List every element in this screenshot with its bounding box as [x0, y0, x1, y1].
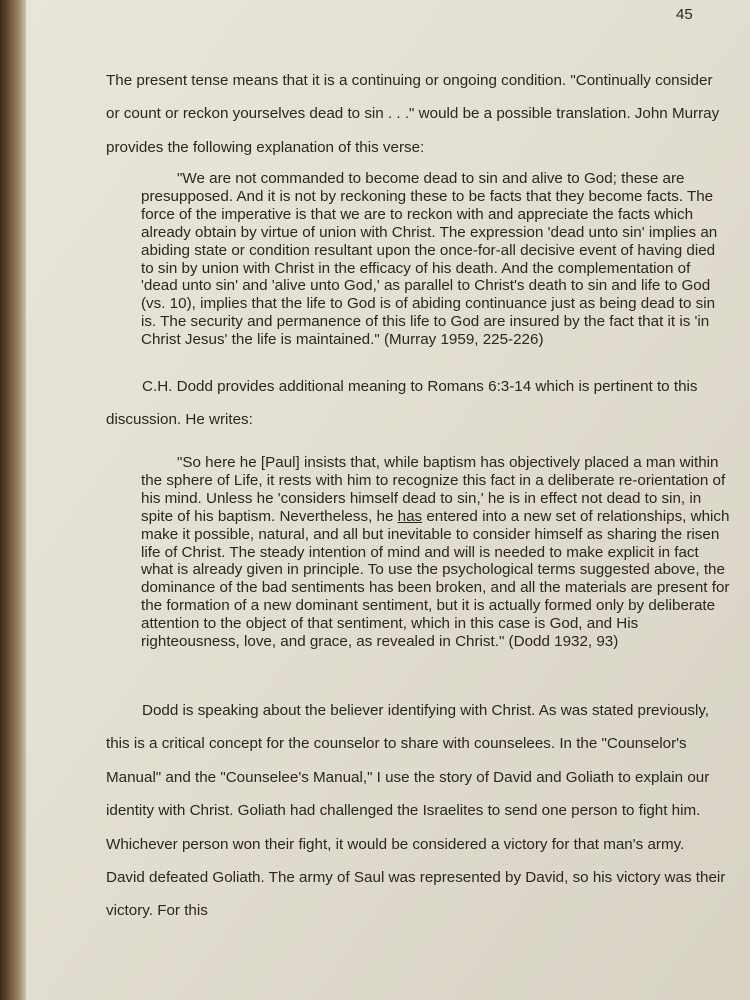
book-binding-edge — [0, 0, 26, 1000]
quote-dodd-text-end: entered into a new set of relationships, which make it possible, natural, and all but inevitable to consider himself as sharing the risen life of Christ. The steady intention of mind and will is needed to make explicit in fact what is already given in principle. To use the psychological terms suggested above, the dominance of the bad sentiments has been broken, and all the materials are present for the formation of a new dominant sentiment, but it is actually formed only by deliberate attention to the object of that sentiment, which in this case is God, and His righteousness, love, and grace, as revealed in Christ." (Dodd 1932, 93) — [141, 507, 730, 651]
paragraph-present-tense: The present tense means that it is a continuing or ongoing condition. "Continually consider or count or reckon yourselves dead to sin . . ." would be a possible translation. John Murray provides the following explanation of this verse: — [106, 72, 720, 156]
paragraph-dodd-intro: C.H. Dodd provides additional meaning to Romans 6:3-14 which is pertinent to this discussion. He writes: — [106, 378, 698, 429]
paragraph-identifying-with-christ: Dodd is speaking about the believer identifying with Christ. As was stated previously, this is a critical concept for the counselor to share with counselees. In the "Counselor's Manual" and the "Counselee's Manual," I use the story of David and Goliath to explain our identity with Christ. Goliath had challenged the Israelites to send one person to fight him. Whichever person won their fight, it would be considered a victory for that man's army. David defeated Goliath. The army of Saul was represented by David, so his victory was their victory. For this — [106, 702, 726, 920]
book-page — [26, 0, 750, 1000]
block-quote-murray: "We are not commanded to become dead to sin and alive to God; these are presupposed. And it is not by reckoning these to be facts that they become facts. The force of the imperative is that we are to reckon with and appreciate the facts which already obtain by virtue of union with Christ. The expression 'dead unto sin' implies an abiding state or condition resultant upon the once-for-all decisive event of having died to sin by union with Christ in the efficacy of his death. And the complementation of 'dead unto sin' and 'alive unto God,' as parallel to Christ's death to sin and life to God (vs. 10), implies that the life to God is of abiding continuance just as being dead to sin is. The security and permanence of this life to God are insured by the fact that it is 'in Christ Jesus' the life is maintained." (Murray 1959, 225-226) — [141, 170, 718, 349]
page-number: 45 — [676, 6, 693, 23]
block-quote-dodd — [141, 454, 731, 651]
quote-dodd-emphasis: has — [397, 507, 423, 525]
quote-dodd-text-start: "So here he [Paul] insists that, while baptism has objectively placed a man within the sphere of Life, it rests with him to recognize this fact in a deliberate re-orientation of his mind. Unless he 'considers himself dead to sin,' he is in effect not dead to sin, in spite of his baptism. Nevertheless, he — [141, 454, 726, 525]
